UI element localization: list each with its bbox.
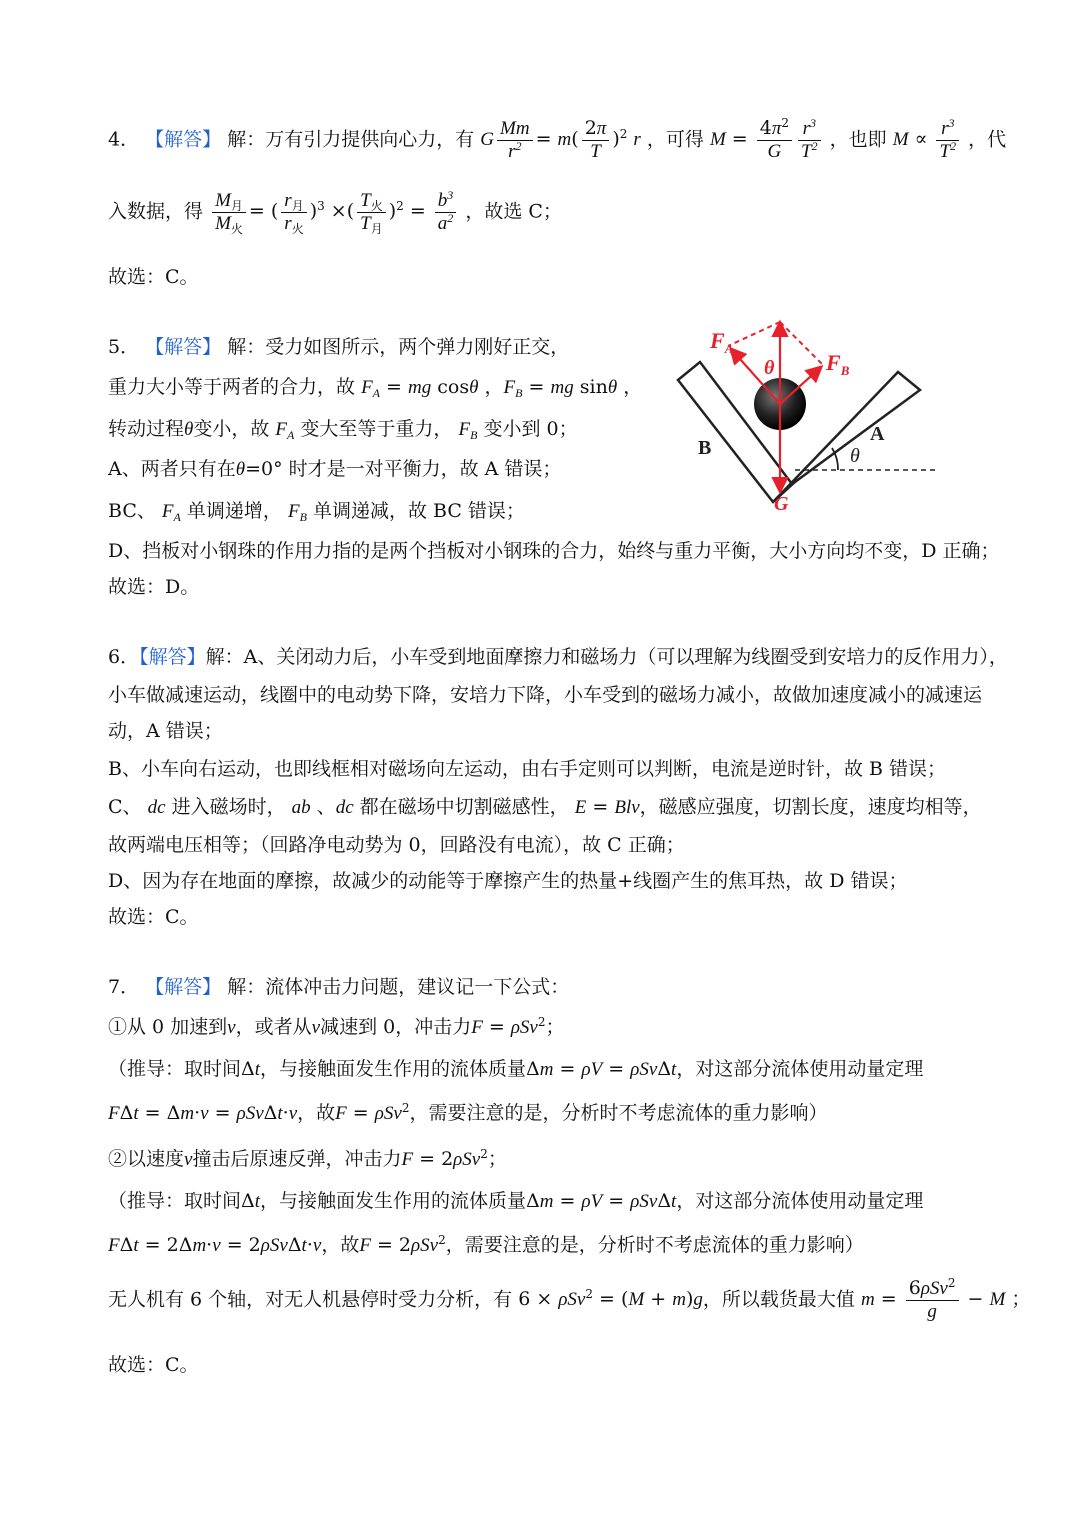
q7-line-4: FΔt = Δm·v = ρSvΔt·v，故F = ρSv$^2$，需要注意的是，分析时不考虑流体的重力影响） xyxy=(108,1101,828,1124)
q6-line-2: 小车做减速运动，线圈中的电动势下降，安培力下降，小车受到的磁场力减小，故做加速度减小的减速运 xyxy=(108,684,983,706)
label-fb: $F_B$ xyxy=(826,350,850,378)
q7-line-5: ②以速度v撞击后原速反弹，冲击力F = 2ρSv$^2$； xyxy=(108,1147,507,1170)
label-theta-angle: θ xyxy=(850,445,860,467)
q6-line-4: B、小车向右运动，也即线框相对磁场向左运动，由右手定则可以判断，电流是逆时针，故 B 错误； xyxy=(108,758,947,780)
q6-line-3: 动，A 错误； xyxy=(108,720,223,742)
q6-line-1 xyxy=(108,648,1008,667)
q7-formula-max-load: m = $\frac{6\rho Sv^2}{g}$ − M ； xyxy=(860,1276,1031,1322)
q5-text-1: 解：受力如图所示，两个弹力刚好正交， xyxy=(227,336,570,358)
q7-text-8a: 无人机有 6 个轴，对无人机悬停时受力分析，有 xyxy=(108,1288,513,1311)
q4-formula-gravity: G $\frac{Mm}{r^2}$ = m( $\frac{2\pi}{T}$ )$^2$ r xyxy=(480,117,641,162)
label-a: A xyxy=(870,423,885,445)
q7-text-2b: ，或者从 xyxy=(235,1016,312,1038)
label-b: B xyxy=(698,437,712,459)
q7-text-6a: （推导：取时间 xyxy=(108,1190,242,1212)
q6-answer-tag: 【解答】 xyxy=(139,646,206,668)
q7-line-2: ①从 0 加速到v，或者从v减速到 0，冲击力F = ρSv$^2$； xyxy=(108,1015,565,1038)
q5-text-3a: 转动过程 xyxy=(108,418,185,440)
q4-line-2 xyxy=(108,190,562,235)
q6-line-6: 故两端电压相等；（回路净电动势为 0，回路没有电流），故 C 正确； xyxy=(108,834,685,856)
q4-number: 4． xyxy=(108,128,140,151)
q7-text-3b: ，与接触面发生作用的流体质量 xyxy=(260,1058,527,1080)
q7-text-3c: ，对这部分流体使用动量定理 xyxy=(676,1058,924,1080)
q4-line-1 xyxy=(108,118,1006,163)
q5-choice: 故选：D。 xyxy=(108,576,200,598)
q7-text-4c: ，需要注意的是，分析时不考虑流体的重力影响） xyxy=(409,1102,828,1124)
q7-text-5b: 撞击后原速反弹，冲击力 xyxy=(192,1148,402,1170)
q7-text-1: 解：流体冲击力问题，建议记一下公式： xyxy=(227,976,570,998)
q5-text-3b: 变小，故 xyxy=(193,418,270,440)
q5-line-6: D、挡板对小钢珠的作用力指的是两个挡板对小钢珠的合力，始终与重力平衡，大小方向均不变，D 正确； xyxy=(108,540,1000,562)
q4-end-text: ，代 xyxy=(968,128,1007,151)
q6-line-7: D、因为存在地面的摩擦，故减少的动能等于摩擦产生的热量+线圈产生的焦耳热，故 D 错误； xyxy=(108,870,908,892)
q5-line-5: BC、 $F_A$ 单调递增， $F_B$ 单调递减，故 BC 错误； xyxy=(108,500,525,524)
q7-text-6b: ，与接触面发生作用的流体质量 xyxy=(260,1190,527,1212)
q4-line2-end: ，故选 C； xyxy=(465,200,562,223)
q7-number: 7． xyxy=(108,976,140,998)
q5-line-2 xyxy=(108,376,643,400)
q5-text-5c: 单调递减，故 BC 错误； xyxy=(312,500,525,522)
q4-formula-proportional: M ∝ $\frac{r^3}{T^2}$ xyxy=(893,128,968,150)
q4-choice: 故选：C。 xyxy=(108,266,199,288)
q4-mid-text-1: ，可得 xyxy=(646,128,704,151)
q7-line-3: （推导：取时间Δt，与接触面发生作用的流体质量Δm = ρV = ρSvΔt，对这部分流体使用动量定理 xyxy=(108,1058,924,1080)
q7-line-1 xyxy=(108,978,569,997)
q5-text-3d: 变小到 0； xyxy=(483,418,578,440)
label-g: G xyxy=(774,493,789,515)
label-theta-top: θ xyxy=(764,357,775,379)
q6-text-5d: ，磁感应强度，切割长度，速度均相等， xyxy=(639,796,982,818)
q7-answer-tag: 【解答】 xyxy=(145,976,222,998)
q5-line-3: 转动过程θ变小，故 $F_A$ 变大至等于重力， $F_B$ 变小到 0； xyxy=(108,418,578,442)
q5-line-4: A、两者只有在θ=0° 时才是一对平衡力，故 A 错误； xyxy=(108,458,562,480)
q4-formula-mass: M = $\frac{4\pi^2}{G}$ $\frac{r^3}{T^2}$ xyxy=(710,128,830,150)
q7-choice: 故选：C。 xyxy=(108,1354,199,1376)
q4-line2-lead: 入数据，得 xyxy=(108,200,204,223)
q4-answer-tag: 【解答】 xyxy=(145,128,222,151)
q6-text-1: 解：A、关闭动力后，小车受到地面摩擦力和磁场力（可以理解为线圈受到安培力的反作用力）， xyxy=(205,646,1008,668)
q5-text-3c: 变大至等于重力， xyxy=(300,418,453,440)
q7-text-7b: ，故 xyxy=(321,1234,360,1256)
q7-text-2a: ①从 0 加速到 xyxy=(108,1016,228,1038)
q7-text-7c: ，需要注意的是，分析时不考虑流体的重力影响） xyxy=(445,1234,864,1256)
q6-line-5: C、 dc 进入磁场时， ab 、dc 都在磁场中切割磁感性， E = Blv，磁感应强度，切割长度，速度均相等， xyxy=(108,796,982,818)
q5-formula-forces: $F_A$ = mg cosθ ，$F_B$ = mg sinθ ， xyxy=(361,376,643,400)
q4-formula-ratio: $\frac{M_月}{M_火}$ = ( $\frac{r_月}{r_火}$ )$^3$ ×( $\frac{T_火}{T_月}$ )$^2$ = $\frac{b^3}{a^2}$ xyxy=(209,200,465,222)
q7-line-8 xyxy=(108,1278,1030,1323)
q7-line-7: FΔt = 2Δm·v = 2ρSvΔt·v，故F = 2ρSv$^2$，需要注意的是，分析时不考虑流体的重力影响） xyxy=(108,1233,864,1256)
q7-formula-balance: 6 × ρSv$^2$ = (M + m)g xyxy=(518,1287,703,1311)
q5-text-5b: 单调递增， xyxy=(186,500,282,522)
q5-text-4a: A、两者只有在 xyxy=(108,458,236,480)
q6-number: 6． xyxy=(108,646,140,668)
q7-line-6: （推导：取时间Δt，与接触面发生作用的流体质量Δm = ρV = ρSvΔt，对这部分流体使用动量定理 xyxy=(108,1190,924,1212)
q6-choice: 故选：C。 xyxy=(108,906,199,928)
q5-number: 5． xyxy=(108,336,140,358)
q5-answer-tag: 【解答】 xyxy=(145,336,222,358)
q6-text-5b: 进入磁场时， xyxy=(171,796,286,818)
q4-lead-text: 解：万有引力提供向心力，有 xyxy=(227,128,475,151)
q5-text-2: 重力大小等于两者的合力，故 xyxy=(108,376,356,398)
q6-text-5a: C、 xyxy=(108,796,142,818)
q5-text-5a: BC、 xyxy=(108,500,156,522)
q7-text-5a: ②以速度 xyxy=(108,1148,185,1170)
q7-text-6c: ，对这部分流体使用动量定理 xyxy=(676,1190,924,1212)
q7-text-3a: （推导：取时间 xyxy=(108,1058,242,1080)
q7-text-2c: 减速到 0，冲击力 xyxy=(320,1016,472,1038)
q7-text-8b: ，所以载货最大值 xyxy=(702,1288,855,1311)
label-fa: $F_A$ xyxy=(710,328,734,356)
q7-text-4b: ，故 xyxy=(297,1102,336,1124)
q5-force-diagram xyxy=(670,312,950,522)
q4-mid-text-2: ，也即 xyxy=(829,128,887,151)
q6-text-5c: 都在磁场中切割磁感性， xyxy=(359,796,569,818)
q5-text-4b: =0° 时才是一对平衡力，故 A 错误； xyxy=(245,458,562,480)
q5-line-1 xyxy=(108,338,569,357)
